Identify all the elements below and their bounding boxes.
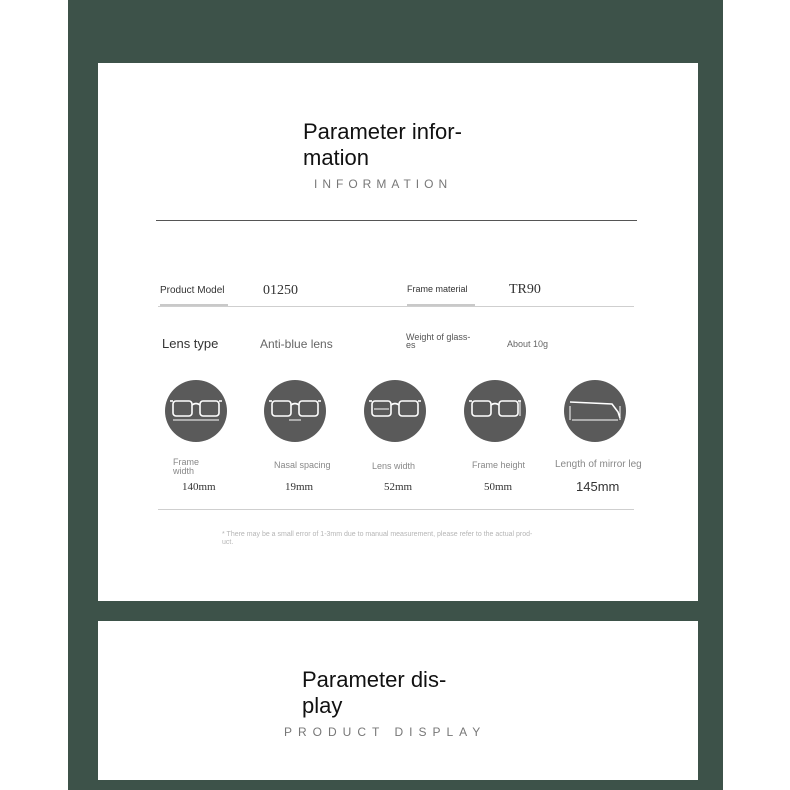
frame-height-icon [464,380,526,442]
measurement-note: * There may be a small error of 1-3mm due to manual measurement, please refer to the actual prod- uct. [222,531,533,546]
divider [158,509,634,510]
spec-label-nasal-spacing: Nasal spacing [274,460,331,470]
spec-label-frame-width: Frame width [173,457,200,476]
parameter-information-panel [98,63,698,601]
spec-value-lens-width: 52mm [384,481,413,493]
lens-type-value: Anti-blue lens [260,337,333,351]
spec-value-nasal-spacing: 19mm [285,481,314,493]
section-title: Parameter dis- play [302,667,447,718]
parameter-display-panel [98,621,698,780]
divider [158,306,634,307]
divider [156,220,637,221]
frame-material-value: TR90 [509,282,541,297]
section-title: Parameter infor- mation [303,119,462,170]
frame-width-icon [165,380,227,442]
spec-value-mirror-leg: 145mm [576,479,620,494]
lens-type-label: Lens type [162,336,219,351]
section-subtitle: PRODUCT DISPLAY [284,725,487,739]
spec-label-lens-width: Lens width [372,461,416,471]
frame-material-label: Frame material [407,284,468,294]
weight-label: Weight of glass- es [406,332,471,350]
lens-width-icon [364,380,426,442]
spec-label-frame-height: Frame height [472,460,526,470]
section-subtitle: INFORMATION [314,177,453,191]
nasal-spacing-icon [264,380,326,442]
product-model-value: 01250 [263,283,298,298]
spec-label-mirror-leg: Length of mirror leg [555,459,642,470]
product-model-label: Product Model [160,285,225,296]
weight-value: About 10g [507,339,549,349]
spec-value-frame-height: 50mm [484,481,513,493]
spec-value-frame-width: 140mm [182,481,216,493]
temple-length-icon [564,380,626,442]
